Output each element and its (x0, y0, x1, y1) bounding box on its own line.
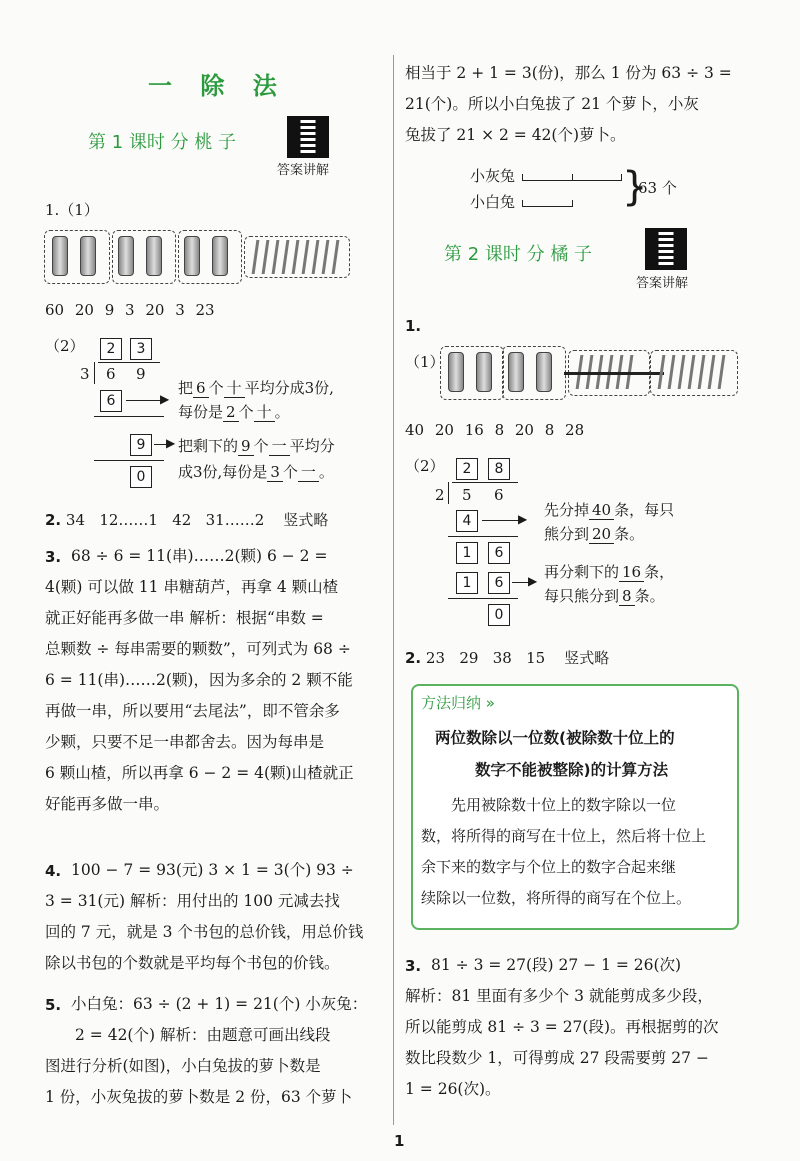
arrow-icon: ▶ (166, 436, 176, 450)
div2-note: 先分掉 40 条，每只 (544, 501, 675, 519)
arrow-icon: ▶ (518, 512, 528, 526)
q5-number: 5. (45, 996, 62, 1014)
bundle-icon (212, 236, 228, 276)
q1-heading: 1.（1） (45, 201, 99, 219)
column-divider (393, 55, 394, 1125)
white-rabbit-label: 小白兔 (470, 193, 516, 211)
text-line: 100 − 7 = 93(元) 3 × 1 = 3(个) 93 ÷ (71, 861, 354, 879)
div2-note: 熊分到 20 条。 (544, 525, 645, 543)
text-line: 所以能剪成 81 ÷ 3 = 27(段)。再根据剪的次 (405, 1018, 719, 1036)
total-label: 63 个 (638, 179, 677, 197)
text-line: 余下来的数字与个位上的数字合起来继 (421, 858, 677, 876)
remainder-digit: 9 (130, 434, 152, 456)
divisor: 2 (435, 486, 445, 504)
q4-number: 4. (45, 862, 62, 880)
page-number: 1 (394, 1132, 405, 1150)
dividend-digit: 9 (136, 365, 146, 383)
q1-answers: 40 20 16 8 20 8 28 (405, 421, 585, 439)
text-line: 3 = 31(元) 解析：用付出的 100 元减去找 (45, 892, 340, 910)
text-line: 总颗数 ÷ 每串需要的颗数”，可列式为 68 ÷ (45, 640, 351, 658)
div1-note: 把剩下的 9 个 一 平均分 (178, 437, 335, 455)
q2: 2. 23 29 38 15 竖式略 (405, 649, 610, 667)
final-remainder: 0 (488, 604, 510, 626)
bundle-icon (80, 236, 96, 276)
qr-code-icon[interactable] (287, 116, 329, 158)
text-line: 好能再多做一串。 (45, 795, 170, 813)
qr-label: 答案讲解 (277, 163, 330, 178)
div1-note: 每份是 2 个 十 。 (178, 403, 290, 421)
gray-rabbit-label: 小灰兔 (470, 167, 516, 185)
text-line: 数，将所得的商写在十位上，然后将十位上 (421, 827, 707, 845)
text-line: 先用被除数十位上的数字除以一位 (451, 796, 677, 814)
brace-icon: } (622, 164, 648, 210)
q3-text (405, 950, 750, 1105)
method-title: 两位数除以一位数(被除数十位上的 (435, 729, 675, 747)
text-line: 回的 7 元，就是 3 个书包的总价钱，用总价钱 (45, 923, 364, 941)
div1-note: 把 6 个 十 平均分成3份, (178, 379, 334, 397)
product-digit: 1 (456, 572, 478, 594)
text-line: 21(个)。所以小白兔拔了 21 个萝卜，小灰 (405, 95, 699, 113)
dividend-digit: 6 (106, 365, 116, 383)
method-tag: 方法归纳 » (421, 694, 495, 712)
white-rabbit-segment (522, 206, 572, 207)
bundle-icon (184, 236, 200, 276)
lesson1-title: 第 1 课时 分 桃 子 (88, 132, 237, 153)
product-digit: 6 (100, 390, 122, 412)
text-line: 续除以一位数，将所得的商写在个位上。 (421, 889, 692, 907)
text-line: 数比段数少 1，可得剪成 27 段需要剪 27 − (405, 1049, 709, 1067)
text-line: 图进行分析(如图)，小白兔拔的萝卜数是 (45, 1057, 321, 1075)
text-line: 除以书包的个数就是平均每个书包的价钱。 (45, 954, 340, 972)
text-line: 小白兔：63 ÷ (2 + 1) = 21(个) 小灰兔： (71, 995, 368, 1013)
product-digit: 4 (456, 510, 478, 532)
text-line: 2 = 42(个) 解析：由题意可画出线段 (75, 1026, 331, 1044)
text-line: 兔拔了 21 × 2 = 42(个)萝卜。 (405, 126, 626, 144)
text-line: 就正好能再多做一串 解析：根据“串数 = (45, 609, 324, 627)
bundle-icon (146, 236, 162, 276)
bundle-icon (118, 236, 134, 276)
div1-note: 成3份,每份是 3 个 一 。 (178, 463, 334, 481)
q1-heading: 1. (405, 317, 422, 335)
method-text (421, 790, 729, 914)
q5-text (45, 989, 385, 1113)
quotient-digit: 2 (456, 458, 478, 480)
arrow-icon: ▶ (160, 392, 170, 406)
text-line: 1 = 26(次)。 (405, 1080, 501, 1098)
text-line: 相当于 2 + 1 = 3(份)，那么 1 份为 63 ÷ 3 = (405, 64, 732, 82)
dividend-digit: 5 (462, 486, 472, 504)
text-line: 68 ÷ 6 = 11(串)……2(颗) 6 − 2 = (71, 547, 328, 565)
bundle-icon (448, 352, 464, 392)
lesson2-title: 第 2 课时 分 橘 子 (444, 244, 593, 265)
quotient-digit: 8 (488, 458, 510, 480)
bundle-icon (476, 352, 492, 392)
method-summary-box (411, 684, 739, 930)
div2-note: 每只熊分到 8 条。 (544, 587, 665, 605)
q3-text (45, 541, 385, 820)
bundle-icon (508, 352, 524, 392)
text-line: 1 份，小灰兔拔的萝卜数是 2 份，63 个萝卜 (45, 1088, 353, 1106)
final-remainder: 0 (130, 466, 152, 488)
divisor: 3 (80, 365, 90, 383)
q2: 2. 34 12……1 42 31……2 竖式略 (45, 511, 329, 529)
bundle-icon (536, 352, 552, 392)
dividend-digit: 6 (494, 486, 504, 504)
text-line: 解析：81 里面有多少个 3 就能剪成多少段， (405, 987, 713, 1005)
remainder-digit: 1 (456, 542, 478, 564)
arrow-icon: ▶ (528, 574, 538, 588)
q3-number: 3. (405, 957, 422, 975)
q1-2-label: （2） (45, 337, 85, 355)
bundle-icon (52, 236, 68, 276)
chapter-title: 一 除 法 (148, 72, 287, 100)
q1-sub-label: （1） (405, 353, 445, 371)
text-line: 少颗，只要不足一串都舍去。因为每串是 (45, 733, 325, 751)
qr-code-icon[interactable] (645, 228, 687, 270)
quotient-digit: 3 (130, 338, 152, 360)
remainder-digit: 6 (488, 542, 510, 564)
product-digit: 6 (488, 572, 510, 594)
text-line: 81 ÷ 3 = 27(段) 27 − 1 = 26(次) (431, 956, 682, 974)
method-title: 数字不能被整除)的计算方法 (475, 761, 669, 779)
text-line: 6 颗山楂，所以再拿 6 − 2 = 4(颗)山楂就正 (45, 764, 354, 782)
qr-label: 答案讲解 (636, 276, 689, 291)
quotient-digit: 2 (100, 338, 122, 360)
q1-2-label: （2） (405, 457, 445, 475)
text-line: 4(颗) 可以做 11 串糖葫芦，再拿 4 颗山楂 (45, 578, 339, 596)
text-line: 再做一串，所以要用“去尾法”，即不管余多 (45, 702, 340, 720)
q5-continued (405, 58, 745, 151)
q1-answers: 60 20 9 3 20 3 23 (45, 301, 215, 319)
div2-note: 再分剩下的 16 条， (544, 563, 675, 581)
text-line: 6 = 11(串)……2(颗)，因为多余的 2 颗不能 (45, 671, 353, 689)
q3-number: 3. (45, 548, 62, 566)
q4-text (45, 855, 385, 979)
